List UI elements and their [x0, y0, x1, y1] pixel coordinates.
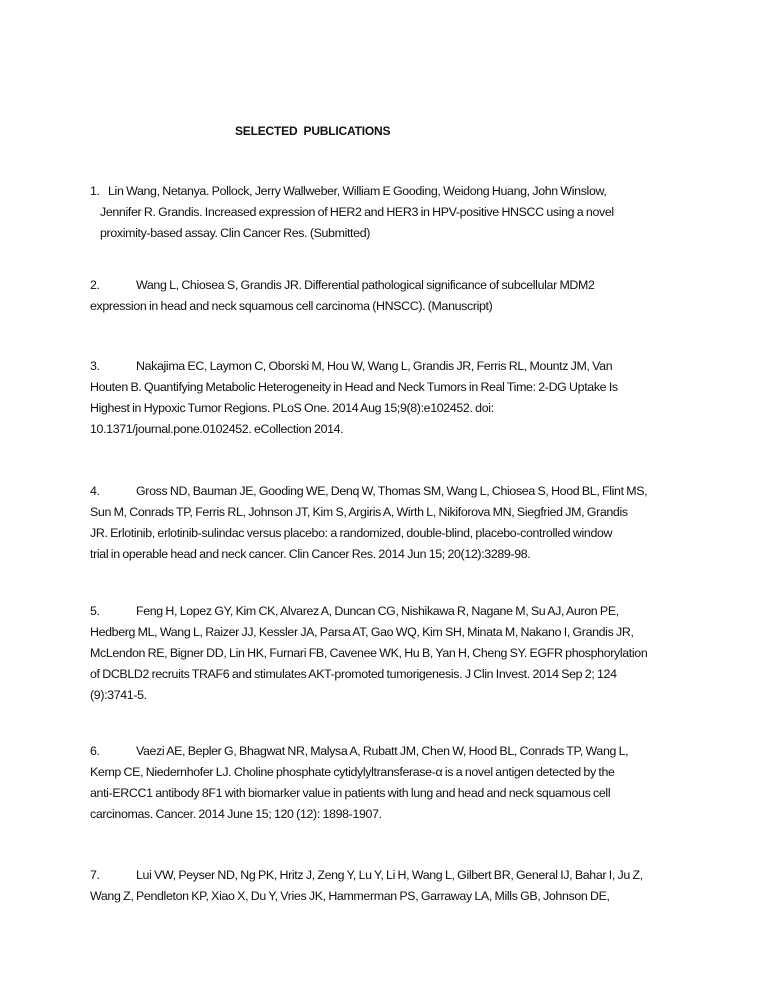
publication-line: Wang Z, Pendleton KP, Xiao X, Du Y, Vries JK, Hammerman PS, Garraway LA, Mills GB, Johnson DE, [90, 889, 610, 903]
publication-number: 6. [90, 744, 100, 758]
publication-item [90, 601, 690, 706]
publication-line: 2. Wang L, Chiosea S, Grandis JR. Differential pathological significance of subcellular MDM2 [90, 275, 690, 296]
publication-number: 1. [90, 184, 100, 198]
publication-number: 2. [90, 278, 100, 292]
publication-line: 4. Gross ND, Bauman JE, Gooding WE, Denq W, Thomas SM, Wang L, Chiosea S, Hood BL, Flint MS, [90, 481, 690, 502]
publication-line: Jennifer R. Grandis. Increased expression of HER2 and HER3 in HPV-positive HNSCC using a novel [100, 205, 614, 219]
publication-item [90, 741, 690, 825]
publication-line: Highest in Hypoxic Tumor Regions. PLoS One. 2014 Aug 15;9(8):e102452. doi: [90, 401, 494, 415]
publication-line: expression in head and neck squamous cell carcinoma (HNSCC). (Manuscript) [90, 299, 493, 313]
publication-line: of DCBLD2 recruits TRAF6 and stimulates AKT-promoted tumorigenesis. J Clin Invest. 2014 Sep 2; 124 [90, 667, 617, 681]
publication-item [90, 865, 690, 907]
publication-line: 3. Nakajima EC, Laymon C, Oborski M, Hou W, Wang L, Grandis JR, Ferris RL, Mountz JM, Van [90, 356, 690, 377]
publication-line: Hedberg ML, Wang L, Raizer JJ, Kessler JA, Parsa AT, Gao WQ, Kim SH, Minata M, Nakano I, Grandis JR, [90, 625, 634, 639]
publication-item [90, 356, 690, 440]
publication-line: trial in operable head and neck cancer. Clin Cancer Res. 2014 Jun 15; 20(12):3289-98. [90, 547, 531, 561]
publication-line: Houten B. Quantifying Metabolic Heterogeneity in Head and Neck Tumors in Real Time: 2-DG Uptake Is [90, 380, 618, 394]
publication-line: 1. Lin Wang, Netanya. Pollock, Jerry Wallweber, William E Gooding, Weidong Huang, John Winslow, [90, 181, 690, 202]
publication-item [90, 275, 690, 317]
publication-line: McLendon RE, Bigner DD, Lin HK, Furnari FB, Cavenee WK, Hu B, Yan H, Cheng SY. EGFR phosphorylation [90, 646, 648, 660]
publication-number: 7. [90, 868, 100, 882]
publication-line: 5. Feng H, Lopez GY, Kim CK, Alvarez A, Duncan CG, Nishikawa R, Nagane M, Su AJ, Auron PE, [90, 601, 690, 622]
publication-line: anti-ERCC1 antibody 8F1 with biomarker value in patients with lung and head and neck squamous cell [90, 786, 611, 800]
publication-line: Kemp CE, Niedernhofer LJ. Choline phosphate cytidylyltransferase-α is a novel antigen detected by the [90, 765, 615, 779]
publication-line: 7. Lui VW, Peyser ND, Ng PK, Hritz J, Zeng Y, Lu Y, Li H, Wang L, Gilbert BR, General IJ, Bahar I, Ju Z, [90, 865, 690, 886]
publication-line: (9):3741-5. [90, 688, 147, 702]
publication-number: 3. [90, 359, 100, 373]
publication-item [90, 481, 690, 565]
publication-number: 4. [90, 484, 100, 498]
publication-line: Sun M, Conrads TP, Ferris RL, Johnson JT, Kim S, Argiris A, Wirth L, Nikiforova MN, Siegfried JM, Grandis [90, 505, 628, 519]
publication-line: 10.1371/journal.pone.0102452. eCollection 2014. [90, 422, 344, 436]
publication-item [90, 181, 690, 244]
publication-line: 6. Vaezi AE, Bepler G, Bhagwat NR, Malysa A, Rubatt JM, Chen W, Hood BL, Conrads TP, Wang L, [90, 741, 690, 762]
publication-line: carcinomas. Cancer. 2014 June 15; 120 (12): 1898-1907. [90, 807, 382, 821]
publication-line: JR. Erlotinib, erlotinib-sulindac versus placebo: a randomized, double-blind, placebo-controlled window [90, 526, 613, 540]
publication-line: proximity-based assay. Clin Cancer Res. (Submitted) [100, 226, 371, 240]
publication-number: 5. [90, 604, 100, 618]
page-title: SELECTED PUBLICATIONS [235, 124, 391, 138]
